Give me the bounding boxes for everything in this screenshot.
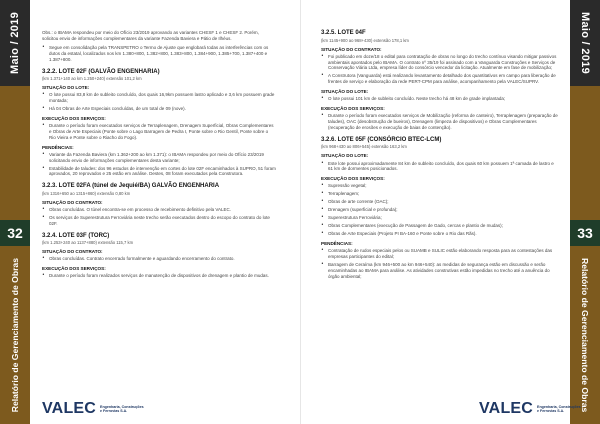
bullet-item: • Obras de Arte Especiais (Projeto PI BA-160 e Ponte sobre o Rio das Rãs). xyxy=(321,229,477,236)
bullet-list xyxy=(42,123,276,141)
bullet-list xyxy=(321,96,559,102)
subheading: EXECUÇÃO DOS SERVIÇOS: xyxy=(321,106,385,112)
bullet-icon: • xyxy=(321,229,324,236)
bullet-item: • Estabilidade de taludes: dos 96 estudos de intervenção em cortes do lote 02F encaminhados à SUPRO, 51 foram aprovados, 20 reprovados e 25 estão em análise. Destes, 08 foram executados pela Construtora. xyxy=(42,164,276,177)
subheading: EXECUÇÃO DOS SERVIÇOS: xyxy=(42,266,106,272)
right-content xyxy=(321,30,559,281)
section-title: 3.2.6. LOTE 05F (CONSÓRCIO BTEC-LCM) xyxy=(321,136,442,143)
bullet-icon: • xyxy=(321,198,324,205)
bullet-item: • Os serviços de Superestrutura Ferroviária neste trecho serão executados dentro do escopo do contrato do lote 02F. xyxy=(42,213,270,226)
bullet-icon: • xyxy=(321,112,324,119)
bullet-item: • Obras concluídas. Contrato encerrado formalmente e aguardando encerramento do contrato. xyxy=(42,255,235,262)
bullet-item: • Variante da Fazenda Baviera (km 1.362+200 ao km 1.371): o IBAMA respondeu por meio do Ofício 23/2019 solicitando envio de informações complementares desta variante; xyxy=(42,150,264,163)
bullet-list xyxy=(42,256,276,262)
page-right xyxy=(300,0,600,424)
bullet-item: • Segue em consolidação pela TRANSPETRO o Termo de Ajuste que englobará todas as interferências com os dutos da estatal, localizados nos km 1.380+800, 1.382+800, 1.383+800, 1.384+900, 1.385+700, 1.387+400 e 1.387+800. xyxy=(42,43,269,62)
bullet-icon: • xyxy=(42,272,45,279)
bullet-icon: • xyxy=(42,164,45,171)
bullet-icon: • xyxy=(321,206,324,213)
bullet-icon: • xyxy=(321,159,324,166)
side-band-left xyxy=(0,0,30,424)
section-km: (km 1316+650 ao 1315+860) extensão 0,80 km xyxy=(42,190,131,196)
bullet-list xyxy=(42,207,276,227)
date-tab xyxy=(0,0,30,86)
bullet-icon: • xyxy=(321,52,324,59)
bullet-item: • Supressão vegetal; xyxy=(321,182,367,189)
page-number: 32 xyxy=(0,220,30,246)
bullet-icon: • xyxy=(321,246,324,253)
bullet-item: • Há 04 Obras de Arte Especiais concluídas, de um total de 09 (nove). xyxy=(42,104,186,111)
bullet-item: • O lote possui 101 km de subleito concluído. Neste trecho há 48 km de grade implantada; xyxy=(321,95,506,102)
bullet-icon: • xyxy=(321,182,324,189)
bullet-icon: • xyxy=(42,213,45,220)
bullet-list xyxy=(321,248,559,280)
date-label: Maio / 2019 xyxy=(579,12,591,74)
bullet-icon: • xyxy=(321,260,324,267)
bullet-item: • Durante o período foram realizados serviços de manutenção de dispositivos de drenagem e plantio de mudas. xyxy=(42,272,269,279)
subheading: SITUAÇÃO DO LOTE: xyxy=(321,153,369,159)
bullet-item: • Obras de arte corrente (OAC); xyxy=(321,198,389,205)
bullet-list xyxy=(321,161,559,173)
bullet-icon: • xyxy=(321,214,324,221)
section-title: 3.2.5. LOTE 04F xyxy=(321,30,366,36)
bullet-icon: • xyxy=(42,205,45,212)
subheading: EXECUÇÃO DOS SERVIÇOS: xyxy=(321,176,385,182)
section-title: 3.2.2. LOTE 02F (GALVÃO ENGENHARIA) xyxy=(42,68,160,75)
bullet-list xyxy=(321,113,559,131)
logo-tagline: Engenharia, Construções e Ferrovias S.A. xyxy=(100,404,144,413)
logo-tagline: Engenharia, Construções e Ferrovias S.A. xyxy=(537,404,581,413)
subheading: SITUAÇÃO DO CONTRATO: xyxy=(42,249,103,255)
bullet-list xyxy=(42,92,276,112)
logo-wordmark: VALEC xyxy=(42,400,97,417)
bullet-item: • Durante o período foram executados serviços de Mobilização (reforma de canteiro), Terraplenagem (preparação de taludes), OAC (desobstrução de bueiros), Drenagem (limpeza de dispositivos) e Obras Complementares (recuperação de erosões e execução de baias de contenção). xyxy=(321,112,558,131)
section-title: 3.2.4. LOTE 03F (TORC) xyxy=(42,232,110,239)
bullet-icon: • xyxy=(42,150,45,157)
bullet-icon: • xyxy=(42,121,45,128)
bullet-icon: • xyxy=(42,91,45,98)
report-title-text: Relatório de Gerenciamento de Obras xyxy=(10,257,20,413)
date-label: Maio / 2019 xyxy=(9,12,21,74)
valec-logo xyxy=(479,400,581,418)
report-title-text: Relatório de Gerenciamento de Obras xyxy=(580,257,590,413)
bullet-item: • Contratação de rudos especiais pelos ou SUAMB e SULIC estão elaborando resposta para as contestações das empresas participantes do edital; xyxy=(321,246,553,259)
bullet-item: • O lote possui 83,8 km de subleito concluído, dos quais 16,9km possuem lastro aplicado e 3,6 km possuem grade montada; xyxy=(42,91,275,104)
subheading: EXECUÇÃO DOS SERVIÇOS: xyxy=(42,115,106,121)
bullet-icon: • xyxy=(42,104,45,111)
page-number: 33 xyxy=(570,220,600,246)
bullet-icon: • xyxy=(42,43,45,50)
left-content xyxy=(42,30,276,281)
bullet-list xyxy=(42,152,276,178)
bullet-item: • Terraplenagem; xyxy=(321,190,360,197)
bullet-icon: • xyxy=(321,72,324,79)
subheading: PENDÊNCIAS: xyxy=(42,144,74,150)
section-km: (km 1.253+240 ao 1137+880) extensão 115,7 km xyxy=(42,240,134,246)
section-km: (km 1.371+140 ao km 1.250+240) extensão 101,2 km xyxy=(42,76,142,82)
bullet-item: • Foi publicado em doze/18 o edital para contratação de obras no longo do trecho contínuo visando mitigar passivos ambientais apontados pelo IBAMA. O contrato nº 35/19 foi assinado com a Vanguarda Construções e Serviços de Conservação Viária Ltda, empresa líder do consórcio vencedor da licitação. Atualmente em fase de mobilização; xyxy=(321,52,557,71)
section-title: 3.2.3. LOTE 02FA (túnel de Jequié/BA) GALVÃO ENGENHARIA xyxy=(42,183,220,190)
bullet-item: • Superestrutura Ferroviária; xyxy=(321,214,382,221)
bullet-list xyxy=(321,183,559,236)
bullet-list xyxy=(42,273,276,279)
bullet-list xyxy=(321,54,559,86)
subheading: SITUAÇÃO DO CONTRATO: xyxy=(321,46,382,52)
bullet-item: • Barragem de Ceraíma (km 946+500 ao km 946+540): as medidas de segurança estão em discussão e serão encaminhadas ao IBAMA para análise. As atividades construtivas estão impedidas no trecho até a anuência do órgão ambiental; xyxy=(321,260,550,279)
subheading: PENDÊNCIAS: xyxy=(321,240,353,246)
section-km: (km 968+430 ao 806+545) extensão 163,2 km xyxy=(321,144,407,150)
date-tab xyxy=(570,0,600,86)
bullet-item: • A Construtora (Vanguarda) está realizando levantamento detalhado dos quantitativos em campo para liberação de frentes de serviço e elaboração da rede PERT-CPM para análise, acompanhamento pela VALEC/SUPRV. xyxy=(321,72,556,85)
bullet-item: • Drenagem (superficial e profunda); xyxy=(321,206,398,213)
bullet-icon: • xyxy=(321,190,324,197)
bullet-icon: • xyxy=(42,255,45,262)
section-km: (km 1145+900 ao 968+430) extensão 178,1 km xyxy=(321,37,409,43)
report-title-vertical xyxy=(0,252,30,418)
subheading: SITUAÇÃO DO LOTE: xyxy=(42,85,90,91)
bullet-item: • Este lote possui aproximadamente 84 km de subleito concluído, dos quais 60 km possuem 1ª camada de lastro e 61 km de dormentes posicionados. xyxy=(321,159,554,172)
bullet-item: • Obras concluídas. O túnel encontra-se em processo de recebimento definitivo pela VALEC. xyxy=(42,205,232,212)
logo-wordmark: VALEC xyxy=(479,400,534,417)
bullet-icon: • xyxy=(321,95,324,102)
valec-logo xyxy=(42,400,144,418)
subheading: SITUAÇÃO DO CONTRATO: xyxy=(42,199,103,205)
bullet-icon: • xyxy=(321,221,324,228)
report-title-vertical xyxy=(570,252,600,418)
bullet-item: • Durante o período foram executados serviços de Terraplenagem, Drenagem Superficial, Obras Complementares e Obras de Arte Especiais (Ponte sobre o Lago Barragem de Pedra I, Ponte sobre o Rio Gentil, Ponte sobre o Rio Vieira e Ponte sobre o Riacho do Fogo). xyxy=(42,121,274,140)
intro-paragraph: Obs.: o IBAMA respondeu por meio do Ofício 23/2019 aprovando as variantes CHESF 1 e CHESF 2. Porém, solicitou envio de informações complementares da variante Fazenda Baviera e Pátio de Ilhéus. xyxy=(42,30,259,41)
bullet-item: • Obras Complementares (execução de Passagem de Gado, cercas e plantio de mudas); xyxy=(321,221,503,228)
subheading: SITUAÇÃO DO LOTE: xyxy=(321,89,369,95)
intro-bullets xyxy=(42,45,276,63)
side-band-right xyxy=(570,0,600,424)
